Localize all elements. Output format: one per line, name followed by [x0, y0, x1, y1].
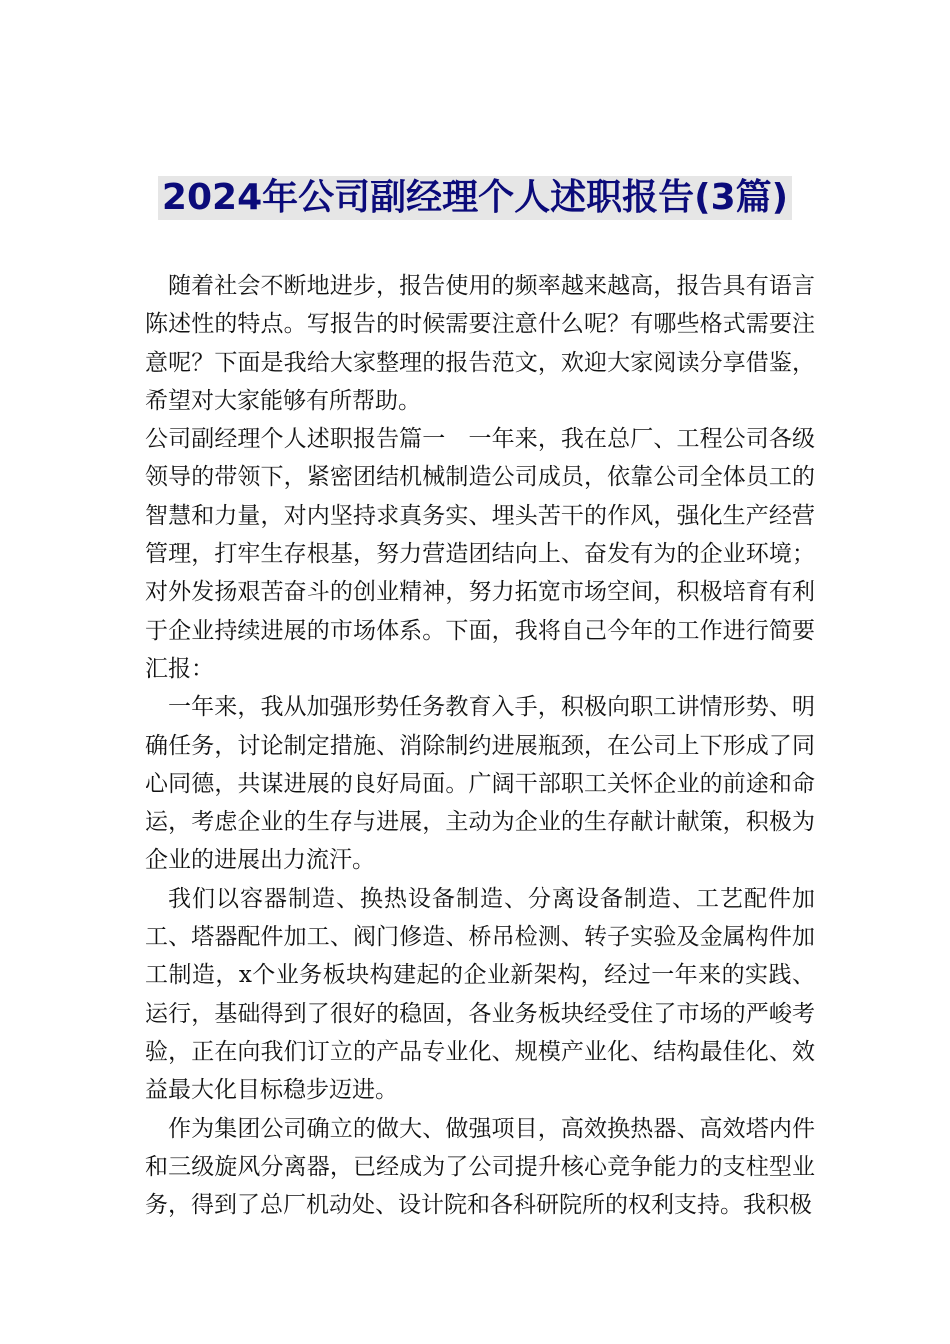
document-body [145, 267, 815, 1224]
body-paragraph: 一年来，我从加强形势任务教育入手，积极向职工讲情形势、明确任务，讨论制定措施、消除制约进展瓶颈，在公司上下形成了同心同德，共谋进展的良好局面。广阔干部职工关怀企业的前途和命运，考虑企业的生存与进展，主动为企业的生存献计献策，积极为企业的进展出力流汗。 [145, 694, 815, 874]
title-block [0, 176, 950, 220]
section-one-paragraph: 公司副经理个人述职报告篇一 一年来，我在总厂、工程公司各级领导的带领下，紧密团结机械制造公司成员，依靠公司全体员工的智慧和力量，对内坚持求真务实、埋头苦干的作风，强化生产经营管理，打牢生存根基，努力营造团结向上、奋发有为的企业环境；对外发扬艰苦奋斗的创业精神，努力拓宽市场空间，积极培育有利于企业持续进展的市场体系。下面，我将自己今年的工作进行简要汇报： [145, 426, 815, 682]
document-title: 2024年公司副经理个人述职报告(3篇) [158, 176, 792, 220]
intro-paragraph: 随着社会不断地进步，报告使用的频率越来越高，报告具有语言陈述性的特点。写报告的时候需要注意什么呢？有哪些格式需要注意呢？下面是我给大家整理的报告范文，欢迎大家阅读分享借鉴，希望对大家能够有所帮助。 [145, 273, 815, 414]
body-paragraph: 作为集团公司确立的做大、做强项目，高效换热器、高效塔内件和三级旋风分离器，已经成为了公司提升核心竞争能力的支柱型业务，得到了总厂机动处、设计院和各科研院所的权利支持。我积极 [145, 1115, 815, 1219]
body-paragraph: 我们以容器制造、换热设备制造、分离设备制造、工艺配件加工、塔器配件加工、阀门修造、桥吊检测、转子实验及金属构件加工制造，x个业务板块构建起的企业新架构，经过一年来的实践、运行，基础得到了很好的稳固，各业务板块经受住了市场的严峻考验，正在向我们订立的产品专业化、规模产业化、结构最佳化、效益最大化目标稳步迈进。 [145, 885, 815, 1104]
